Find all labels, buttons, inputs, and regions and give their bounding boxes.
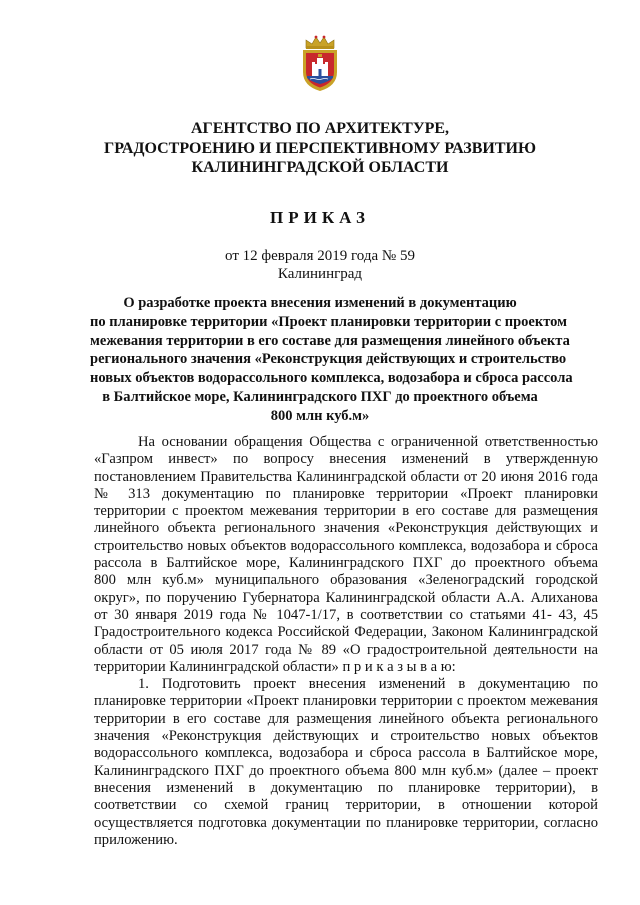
body-line: 800 млн куб.м» муниципального образования «Зеленоградский городской: [94, 572, 598, 589]
body-line: № 313 документацию по планировке территории «Проект планировки: [94, 485, 598, 502]
emblem-area: [0, 34, 640, 97]
body-line: территории с проектом межевания территории в его составе для размещения: [94, 503, 598, 520]
body-line: Калининградского ПХГ до проектного объема 800 млн куб.м» (далее – проект: [94, 762, 598, 779]
body-line: осуществляется подготовка документации по планировке территории, согласно: [94, 814, 598, 831]
subject-line: в Балтийское море, Калининградского ПХГ до проектного объема: [102, 388, 538, 405]
paragraph-preamble: [94, 434, 598, 676]
subject-line: регионального значения «Реконструкция действующих и строительство: [90, 351, 567, 368]
subject-line: 800 млн куб.м»: [270, 407, 370, 424]
body-line: линейного объекта регионального значения «Реконструкция действующих и: [94, 520, 598, 537]
agency-line: ГРАДОСТРОЕНИЮ И ПЕРСПЕКТИВНОМУ РАЗВИТИЮ: [104, 139, 536, 157]
body-line: территории Калининградской области» п р и к а з ы в а ю:: [94, 658, 456, 675]
body-line: соответствии со схемой границ территории, в отношении которой: [94, 797, 598, 814]
agency-line: АГЕНТСТВО ПО АРХИТЕКТУРЕ,: [190, 120, 450, 137]
body-line: округ», по поручению Губернатора Калининградской области А.А. Алиханова: [94, 589, 598, 606]
body-line: значения «Реконструкция действующих и строительство новых объектов: [94, 728, 598, 745]
subject-line: новых объектов водорассольного комплекса, водозабора и сброса рассола: [90, 370, 573, 387]
body-line: На основании обращения Общества с ограниченной ответственностью: [138, 434, 598, 450]
body-line: области от 05 июля 2017 года № 89 «О градостроительной деятельности на: [94, 641, 598, 658]
body-line: строительство новых объектов водорассольного комплекса, водозабора и сброса: [94, 537, 598, 554]
order-city: Калининград: [277, 266, 363, 282]
order-date: от 12 февраля 2019 года № 59: [225, 248, 415, 264]
kaliningrad-coat-of-arms-icon: [298, 34, 342, 92]
order-body: [94, 434, 598, 849]
paragraph-item-1: [94, 676, 598, 849]
agency-line: КАЛИНИНГРАДСКОЙ ОБЛАСТИ: [191, 159, 449, 176]
body-line: Градостроительного кодекса Российской Федерации, Законом Калининградской: [94, 624, 598, 641]
body-line: территории в его составе для размещения линейного объекта регионального: [94, 710, 598, 727]
order-title: ПРИКАЗ: [270, 208, 370, 227]
body-line: рассола в Балтийское море, Калининградского ПХГ до проектного объема: [94, 555, 598, 572]
body-line: внесения изменений в документацию по планировке территории), в: [94, 779, 598, 796]
body-line: 1. Подготовить проект внесения изменений в документацию по: [138, 676, 598, 693]
subject-line: О разработке проекта внесения изменений в документацию: [123, 295, 517, 311]
agency-name: [60, 119, 580, 178]
body-line: водорассольного комплекса, водозабора и сброса рассола в Балтийское море,: [94, 745, 598, 762]
order-subject: [90, 294, 573, 426]
body-line: постановлением Правительства Калининградской области от 20 июня 2016 года: [94, 468, 598, 485]
body-line: от 30 января 2019 года № 1047-1/17, в соответствии со статьями 41- 43, 45: [94, 606, 598, 623]
subject-line: по планировке территории «Проект планировки территории с проектом: [90, 313, 568, 330]
subject-line: межевания территории в его составе для размещения линейного объекта: [90, 332, 570, 349]
body-line: приложению.: [94, 831, 178, 848]
body-line: планировке территории «Проект планировки территории с проектом межевания: [94, 693, 598, 710]
body-line: «Газпром инвест» по вопросу внесения изменений в утвержденную: [94, 451, 598, 468]
